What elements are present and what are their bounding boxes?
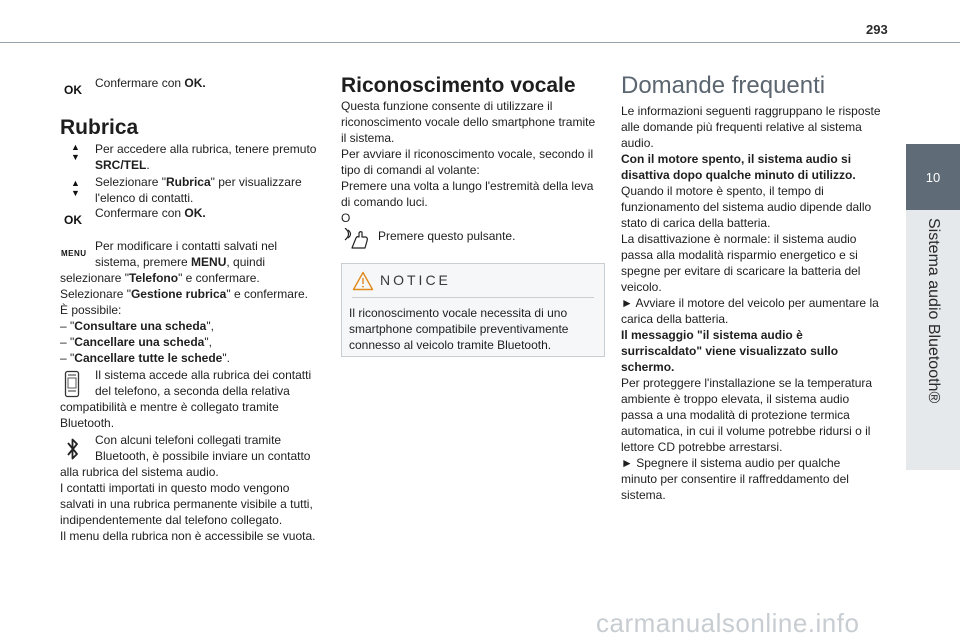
- section-heading-faq: Domande frequenti: [621, 72, 826, 99]
- watermark: carmanualsonline.info: [596, 608, 860, 638]
- ok-icon: OK: [64, 83, 82, 97]
- phone-access-text: Il sistema accede alla rubrica dei contatti del telefono, a seconda della relativa compatibilità e mentre è collegato tramite Bluetooth.: [60, 368, 312, 430]
- section-heading-voice: Riconoscimento vocale: [341, 74, 576, 97]
- notice-divider: [352, 297, 594, 298]
- warning-icon: [352, 271, 374, 294]
- bluetooth-contacts-text: Con alcuni telefoni collegati tramite Bluetooth, è possibile inviare un contatto alla rubrica del sistema audio. I contatti importati in questo modo vengono salvati in una rubrica permanente visibile a tutti, indipendentemente dal telefono collegato. Il menu della rubrica non è accessibile se vuota.: [60, 433, 316, 543]
- section-heading-rubrica: Rubrica: [60, 116, 139, 139]
- header-divider: [0, 42, 960, 43]
- modify-contacts-text: Per modificare i contatti salvati nel sistema, premere MENU, quindi selezionare "Telefono" e confermare. Selezionare "Gestione rubrica" e confermare. È possibile: – "Consultare una scheda", – "Cancellare una scheda", – "Cancellare tutte le schede".: [60, 239, 308, 365]
- notice-text: Il riconoscimento vocale necessita di uno smartphone compatibile preventivamente connesso al veicolo tramite Bluetooth.: [349, 306, 569, 352]
- voice-command-icon: [344, 228, 372, 253]
- notice-title: NOTICE: [380, 272, 451, 288]
- ok-confirm-text: Confermare con OK.: [95, 76, 206, 90]
- press-button-text: Premere questo pulsante.: [378, 229, 516, 243]
- page-number: 293: [866, 22, 888, 37]
- access-text: Per accedere alla rubrica, tenere premuto SRC/TEL.: [95, 142, 317, 172]
- chapter-tab: 10: [906, 144, 960, 210]
- chapter-title: Sistema audio Bluetooth®: [925, 218, 942, 404]
- up-down-arrows-icon: ▲ ▼: [71, 178, 80, 198]
- faq-text: Le informazioni seguenti raggruppano le risposte alle domande più frequenti relative al sistema audio. Con il motore spento, il sistema audio si disattiva dopo qualche minuto di utilizzo. Quando il motore è spento, il tempo di funzionamento del sistema audio dipende dallo stato di carica della batteria. La disattivazione è normale: il sistema audio passa alla modalità risparmio energetico e si spegne per evitare di scaricare la batteria del veicolo. ► Avviare il motore del veicolo per aumentare la carica della batteria. Il messaggio "il sistema audio è surriscaldato" viene visualizzato sullo schermo. Per proteggere l'installazione se la temperatura ambiente è troppo elevata, il sistema audio passa a una modalità di protezione termica automatica, in cui il volume potrebbe ridursi o il lettore CD potrebbe arrestarsi. ► Spegnere il sistema audio per qualche minuto per consentire il raffreddamento del sistema.: [621, 104, 881, 502]
- ok-confirm-text-2: Confermare con OK.: [95, 206, 206, 220]
- menu-icon: MENU: [61, 249, 87, 258]
- up-down-arrows-icon: ▲ ▼: [71, 142, 80, 162]
- ok-icon: OK: [64, 213, 82, 227]
- voice-intro-text: Questa funzione consente di utilizzare il riconoscimento vocale dello smartphone tramite il sistema. Per avviare il riconoscimento vocale, secondo il tipo di comandi al volante: Premere una volta a lungo l'estremità della leva di comando luci. O: [341, 99, 596, 225]
- select-rubrica-text: Selezionare "Rubrica" per visualizzare l'elenco di contatti.: [95, 175, 302, 205]
